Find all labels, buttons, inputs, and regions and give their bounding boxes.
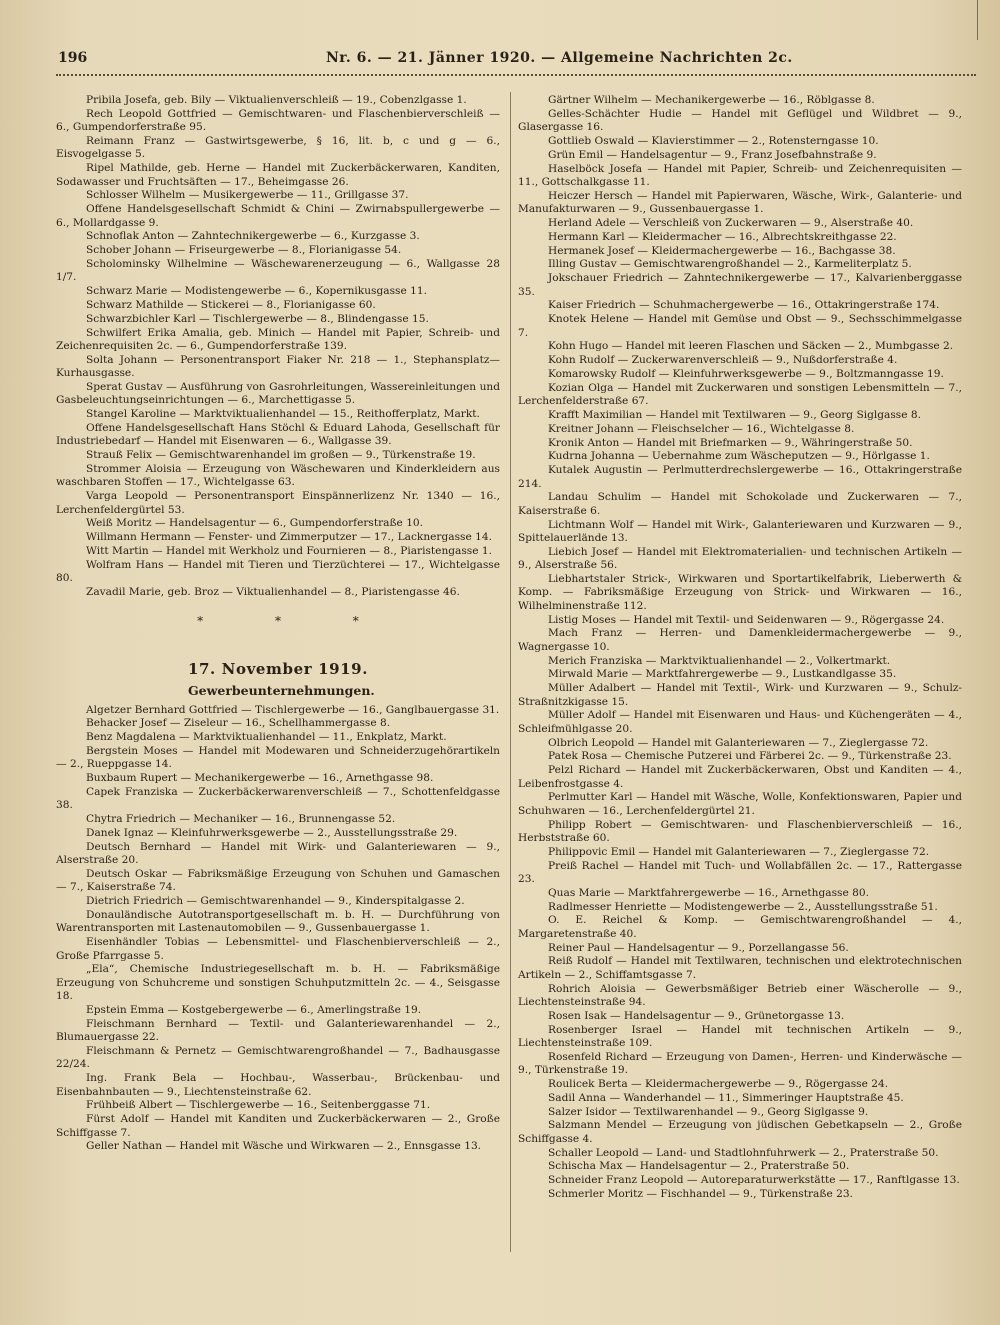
right-entries	[518, 94, 962, 1201]
list-item: Algetzer Bernhard Gottfried — Tischlergewerbe — 16., Ganglbauergasse 31.	[86, 703, 500, 716]
list-item: Eisenhändler Tobias — Lebensmittel- und Flaschenbierverschleiß — 2., Große Pfarrgasse 5.	[56, 936, 500, 962]
header-rule	[56, 74, 976, 76]
list-item: Reimann Franz — Gastwirtsgewerbe, § 16, lit. b, c und g — 6., Eisvogelgasse 5.	[56, 135, 500, 161]
list-item: Buxbaum Rupert — Mechanikergewerbe — 16., Arnethgasse 98.	[86, 772, 434, 785]
list-item: Philippovic Emil — Handel mit Galanteriewaren — 7., Zieglergasse 72.	[548, 845, 930, 858]
list-item: Haselböck Josefa — Handel mit Papier, Schreib- und Zeichenrequisiten — 11., Gottschalkgasse 11.	[518, 162, 962, 188]
list-item: Stangel Karoline — Marktviktualienhandel — 15., Reithofferplatz, Markt.	[86, 408, 480, 421]
list-item: Solta Johann — Personentransport Fiaker Nr. 218 — 1., Stephansplatz—Kurhausgasse.	[56, 353, 500, 380]
list-item: Preiß Rachel — Handel mit Tuch- und Wollabfällen 2c. — 17., Rattergasse 23.	[518, 859, 962, 885]
list-item: Donauländische Autotransportgesellschaft m. b. H. — Durchführung von Warentransporten mit Lastenautomobilen — 9., Gussenbauergasse 1.	[56, 909, 500, 935]
list-item: Müller Adolf — Handel mit Eisenwaren und Haus- und Küchengeräten — 4., Schleifmühlgasse 20.	[518, 709, 962, 735]
list-item: Rosenberger Israel — Handel mit technischen Artikeln — 9., Liechtensteinstraße 109.	[518, 1023, 962, 1049]
list-item: Offene Handelsgesellschaft Schmidt & Chini — Zwirnabspullergewerbe — 6., Mollardgasse 9.	[56, 203, 500, 229]
page-edge-mark	[977, 0, 978, 40]
list-item: Landau Schulim — Handel mit Schokolade und Zuckerwaren — 7., Kaiserstraße 6.	[518, 491, 962, 517]
list-item: Wolfram Hans — Handel mit Tieren und Tierzüchterei — 17., Wichtelgasse 80.	[56, 558, 500, 585]
running-title: Nr. 6. — 21. Jänner 1920. — Allgemeine Nachrichten 2c.	[326, 50, 793, 66]
list-item: Jokschauer Friedrich — Zahntechnikergewerbe — 17., Kalvarienberggasse 35.	[518, 272, 962, 298]
list-item: Sperat Gustav — Ausführung von Gasrohrleitungen, Wassereinleitungen und Gasbeleuchtungseinrichtungen — 6., Marchettigasse 5.	[56, 381, 500, 407]
list-item: Schwarz Mathilde — Stickerei — 8., Florianigasse 60.	[86, 299, 376, 311]
list-item: Krafft Maximilian — Handel mit Textilwaren — 9., Georg Siglgasse 8.	[548, 408, 921, 421]
list-item: Offene Handelsgesellschaft Hans Stöchl & Eduard Lahoda, Gesellschaft für Industriebedarf — Handel mit Eisenwaren — 6., Wallgasse 39.	[56, 422, 500, 448]
list-item: Kohn Hugo — Handel mit leeren Flaschen und Säcken — 2., Mumbgasse 2.	[548, 340, 954, 353]
list-item: Kaiser Friedrich — Schuhmachergewerbe — 16., Ottakringerstraße 174.	[548, 299, 940, 312]
list-item: Kreitner Johann — Fleischselcher — 16., Wichtelgasse 8.	[548, 422, 855, 435]
list-item: Schaller Leopold — Land- und Stadtlohnfuhrwerk — 2., Praterstraße 50.	[548, 1146, 939, 1159]
list-item: Rosenfeld Richard — Erzeugung von Damen-, Herren- und Kinderwäsche — 9., Türkenstraße 19.	[518, 1050, 962, 1077]
list-item: Listig Moses — Handel mit Textil- und Seidenwaren — 9., Rögergasse 24.	[548, 613, 945, 626]
list-item: Illing Gustav — Gemischtwarengroßhandel — 2., Karmeliterplatz 5.	[548, 258, 912, 271]
list-item: Quas Marie — Marktfahrergewerbe — 16., Arnethgasse 80.	[548, 886, 869, 899]
right-column	[518, 94, 962, 1202]
list-item: Frühbeiß Albert — Tischlergewerbe — 16., Seitenberggasse 71.	[86, 1099, 431, 1112]
list-item: Liebich Josef — Handel mit Elektromaterialien- und technischen Artikeln — 9., Alserstraße 56.	[518, 545, 962, 572]
list-item: Schneider Franz Leopold — Autoreparaturwerkstätte — 17., Ranftlgasse 13.	[548, 1174, 960, 1187]
section-date: 17. November 1919.	[187, 659, 369, 678]
list-item: Kutalek Augustin — Perlmutterdrechslergewerbe — 16., Ottakringerstraße 214.	[518, 464, 962, 490]
left-entries-before	[56, 94, 500, 599]
list-item: Hermann Karl — Kleidermacher — 16., Albrechtskreithgasse 22.	[548, 230, 897, 243]
list-item: Knotek Helene — Handel mit Gemüse und Obst — 9., Sechsschimmelgasse 7.	[518, 313, 962, 339]
list-item: Geller Nathan — Handel mit Wäsche und Wirkwaren — 2., Ennsgasse 13.	[86, 1140, 482, 1153]
section-subheading: Gewerbeunternehmungen.	[188, 683, 375, 699]
list-item: Kozian Olga — Handel mit Zuckerwaren und sonstigen Lebensmitteln — 7., Lerchenfelderstraße 67.	[518, 381, 962, 408]
list-item: Schwilfert Erika Amalia, geb. Minich — Handel mit Papier, Schreib- und Zeichenrequisiten 2c. — 6., Gumpendorferstraße 139.	[56, 326, 500, 352]
list-item: Reiner Paul — Handelsagentur — 9., Porzellangasse 56.	[548, 941, 849, 954]
list-item: Chytra Friedrich — Mechaniker — 16., Brunnengasse 52.	[86, 813, 396, 826]
list-item: Witt Martin — Handel mit Werkholz und Fournieren — 8., Piaristengasse 1.	[86, 545, 492, 557]
list-item: O. E. Reichel & Komp. — Gemischtwarengroßhandel — 4., Margaretenstraße 40.	[518, 914, 962, 940]
list-item: Mach Franz — Herren- und Damenkleidermachergewerbe — 9., Wagnergasse 10.	[518, 627, 962, 653]
list-item: Schlosser Wilhelm — Musikergewerbe — 11., Grillgasse 37.	[86, 189, 409, 202]
list-item: Bergstein Moses — Handel mit Modewaren und Schneiderzugehörartikeln — 2., Rueppgasse 14.	[56, 745, 500, 771]
list-item: Komarowsky Rudolf — Kleinfuhrwerksgewerbe — 9., Boltzmanngasse 19.	[548, 367, 944, 380]
list-item: Rech Leopold Gottfried — Gemischtwaren- und Flaschenbierverschleiß — 6., Gumpendorferstraße 95.	[56, 107, 500, 134]
list-item: Deutsch Oskar — Fabriksmäßige Erzeugung von Schuhen und Gamaschen — 7., Kaiserstraße 74.	[56, 868, 500, 894]
list-item: Zavadil Marie, geb. Broz — Viktualienhandel — 8., Piaristengasse 46.	[86, 586, 460, 598]
list-item: Kudrna Johanna — Uebernahme zum Wäscheputzen — 9., Hörlgasse 1.	[548, 450, 930, 463]
left-entries-after	[56, 704, 500, 1154]
list-item: Perlmutter Karl — Handel mit Wäsche, Wolle, Konfektionswaren, Papier und Schuhwaren — 16., Lerchenfeldergürtel 21.	[518, 791, 962, 817]
list-item: Deutsch Bernhard — Handel mit Wirk- und Galanteriewaren — 9., Alserstraße 20.	[56, 840, 500, 867]
list-item: Willmann Hermann — Fenster- und Zimmerputzer — 17., Lacknergasse 14.	[86, 531, 492, 544]
list-item: Dietrich Friedrich — Gemischtwarenhandel — 9., Kinderspitalgasse 2.	[86, 895, 465, 908]
column-divider	[510, 92, 511, 1252]
list-item: Benz Magdalena — Marktviktualienhandel — 11., Enkplatz, Markt.	[86, 731, 447, 744]
list-item: Patek Rosa — Chemische Putzerei und Färberei 2c. — 9., Türkenstraße 23.	[548, 750, 952, 763]
list-item: Lichtmann Wolf — Handel mit Wirk-, Galanteriewaren und Kurzwaren — 9., Spittelauerlände 13.	[518, 518, 962, 544]
list-item: Kohn Rudolf — Zuckerwarenverschleiß — 9., Nußdorferstraße 4.	[548, 354, 898, 367]
list-item: Varga Leopold — Personentransport Einspännerlizenz Nr. 1340 — 16., Lerchenfeldergürtel 53.	[56, 490, 500, 516]
list-item: Gelles-Schächter Hudie — Handel mit Geflügel und Wildbret — 9., Glasergasse 16.	[518, 107, 962, 134]
list-item: Schwarz Marie — Modistengewerbe — 6., Kopernikusgasse 11.	[86, 285, 427, 298]
separator-stars: * * *	[197, 614, 393, 629]
list-item: Pelzl Richard — Handel mit Zuckerbäckerwaren, Obst und Kanditen — 4., Leibenfrostgasse 4.	[518, 764, 962, 790]
list-item: Salzmann Mendel — Erzeugung von jüdischen Gebetkapseln — 2., Große Schiffgasse 4.	[518, 1119, 962, 1145]
list-item: Weiß Moritz — Handelsagentur — 6., Gumpendorferstraße 10.	[86, 517, 424, 530]
list-item: Epstein Emma — Kostgebergewerbe — 6., Amerlingstraße 19.	[86, 1004, 422, 1017]
list-item: Hermanek Josef — Kleidermachergewerbe — 16., Bachgasse 38.	[548, 244, 896, 257]
list-item: Scholominsky Wilhelmine — Wäschewarenerzeugung — 6., Wallgasse 28 1/7.	[56, 258, 500, 284]
list-item: Behacker Josef — Ziseleur — 16., Schellhammergasse 8.	[86, 717, 391, 730]
list-item: Fürst Adolf — Handel mit Kanditen und Zuckerbäckerwaren — 2., Große Schiffgasse 7.	[56, 1113, 500, 1139]
list-item: Philipp Robert — Gemischtwaren- und Flaschenbierverschleiß — 16., Herbststraße 60.	[518, 818, 962, 844]
list-item: Schmerler Moritz — Fischhandel — 9., Türkenstraße 23.	[548, 1187, 853, 1200]
list-item: „Ela“, Chemische Industriegesellschaft m. b. H. — Fabriksmäßige Erzeugung von Schuhcreme und sonstigen Schuhputzmitteln 2c. — 4., Seisgasse 18.	[56, 963, 500, 1003]
list-item: Mirwald Marie — Marktfahrergewerbe — 9., Lustkandlgasse 35.	[548, 668, 897, 681]
list-item: Strommer Aloisia — Erzeugung von Wäschewaren und Kinderkleidern aus waschbaren Stoffen — 17., Wichtelgasse 63.	[56, 463, 500, 489]
list-item: Roulicek Berta — Kleidermachergewerbe — 9., Rögergasse 24.	[548, 1078, 889, 1090]
list-item: Danek Ignaz — Kleinfuhrwerksgewerbe — 2., Ausstellungsstraße 29.	[86, 827, 458, 840]
list-item: Schnoflak Anton — Zahntechnikergewerbe — 6., Kurzgasse 3.	[86, 230, 420, 243]
list-item: Reiß Rudolf — Handel mit Textilwaren, technischen und elektrotechnischen Artikeln — 2., Schiffamtsgasse 7.	[518, 955, 962, 981]
list-item: Fleischmann Bernhard — Textil- und Galanteriewarenhandel — 2., Blumauergasse 22.	[56, 1017, 500, 1044]
list-item: Rohrich Aloisia — Gewerbsmäßiger Betrieb einer Wäscherolle — 9., Liechtensteinstraße 94.	[518, 982, 962, 1008]
list-item: Capek Franziska — Zuckerbäckerwarenverschleiß — 7., Schottenfeldgasse 38.	[56, 786, 500, 812]
list-item: Strauß Felix — Gemischtwarenhandel im großen — 9., Türkenstraße 19.	[86, 449, 476, 462]
list-item: Ing. Frank Bela — Hochbau-, Wasserbau-, Brückenbau- und Eisenbahnbauten — 9., Liechtensteinstraße 62.	[56, 1072, 500, 1098]
list-item: Schober Johann — Friseurgewerbe — 8., Florianigasse 54.	[86, 244, 402, 257]
list-item: Salzer Isidor — Textilwarenhandel — 9., Georg Siglgasse 9.	[548, 1105, 869, 1118]
list-item: Ripel Mathilde, geb. Herne — Handel mit Zuckerbäckerwaren, Kanditen, Sodawasser und Fruchtsäften — 17., Beheimgasse 26.	[56, 162, 500, 188]
list-item: Grün Emil — Handelsagentur — 9., Franz Josefbahnstraße 9.	[548, 148, 877, 161]
list-item: Olbrich Leopold — Handel mit Galanteriewaren — 7., Zieglergasse 72.	[548, 736, 929, 749]
list-item: Gottlieb Oswald — Klavierstimmer — 2., Rotensterngasse 10.	[548, 135, 879, 147]
list-item: Liebhartstaler Strick-, Wirkwaren und Sportartikelfabrik, Lieberwerth & Komp. — Fabriksmäßige Erzeugung von Strick- und Wirkwaren — 16., Wilhelminenstraße 112.	[518, 572, 962, 612]
list-item: Gärtner Wilhelm — Mechanikergewerbe — 16., Röblgasse 8.	[548, 94, 875, 106]
page-header	[58, 46, 958, 70]
list-item: Heiczer Hersch — Handel mit Papierwaren, Wäsche, Wirk-, Galanterie- und Manufakturwaren — 9., Gussenbauergasse 1.	[518, 189, 962, 216]
list-item: Sadil Anna — Wanderhandel — 11., Simmeringer Hauptstraße 45.	[548, 1091, 904, 1104]
list-item: Schwarzbichler Karl — Tischlergewerbe — 8., Blindengasse 15.	[86, 312, 429, 325]
list-item: Kronik Anton — Handel mit Briefmarken — 9., Währingerstraße 50.	[548, 436, 913, 449]
list-item: Rosen Isak — Handelsagentur — 9., Grünetorgasse 13.	[548, 1009, 845, 1022]
list-item: Schischa Max — Handelsagentur — 2., Praterstraße 50.	[548, 1160, 850, 1173]
list-item: Herland Adele — Verschleiß von Zuckerwaren — 9., Alserstraße 40.	[548, 217, 914, 229]
page-number: 196	[58, 50, 88, 66]
list-item: Fleischmann & Pernetz — Gemischtwarengroßhandel — 7., Badhausgasse 22/24.	[56, 1045, 500, 1071]
list-item: Pribila Josefa, geb. Bily — Viktualienverschleiß — 19., Cobenzlgasse 1.	[86, 94, 467, 106]
list-item: Merich Franziska — Marktviktualienhandel — 2., Volkertmarkt.	[548, 654, 891, 667]
left-column	[56, 94, 500, 1154]
list-item: Müller Adalbert — Handel mit Textil-, Wirk- und Kurzwaren — 9., Schulz-Straßnitzkigasse 15.	[518, 682, 962, 708]
list-item: Radlmesser Henriette — Modistengewerbe — 2., Ausstellungsstraße 51.	[548, 900, 938, 913]
